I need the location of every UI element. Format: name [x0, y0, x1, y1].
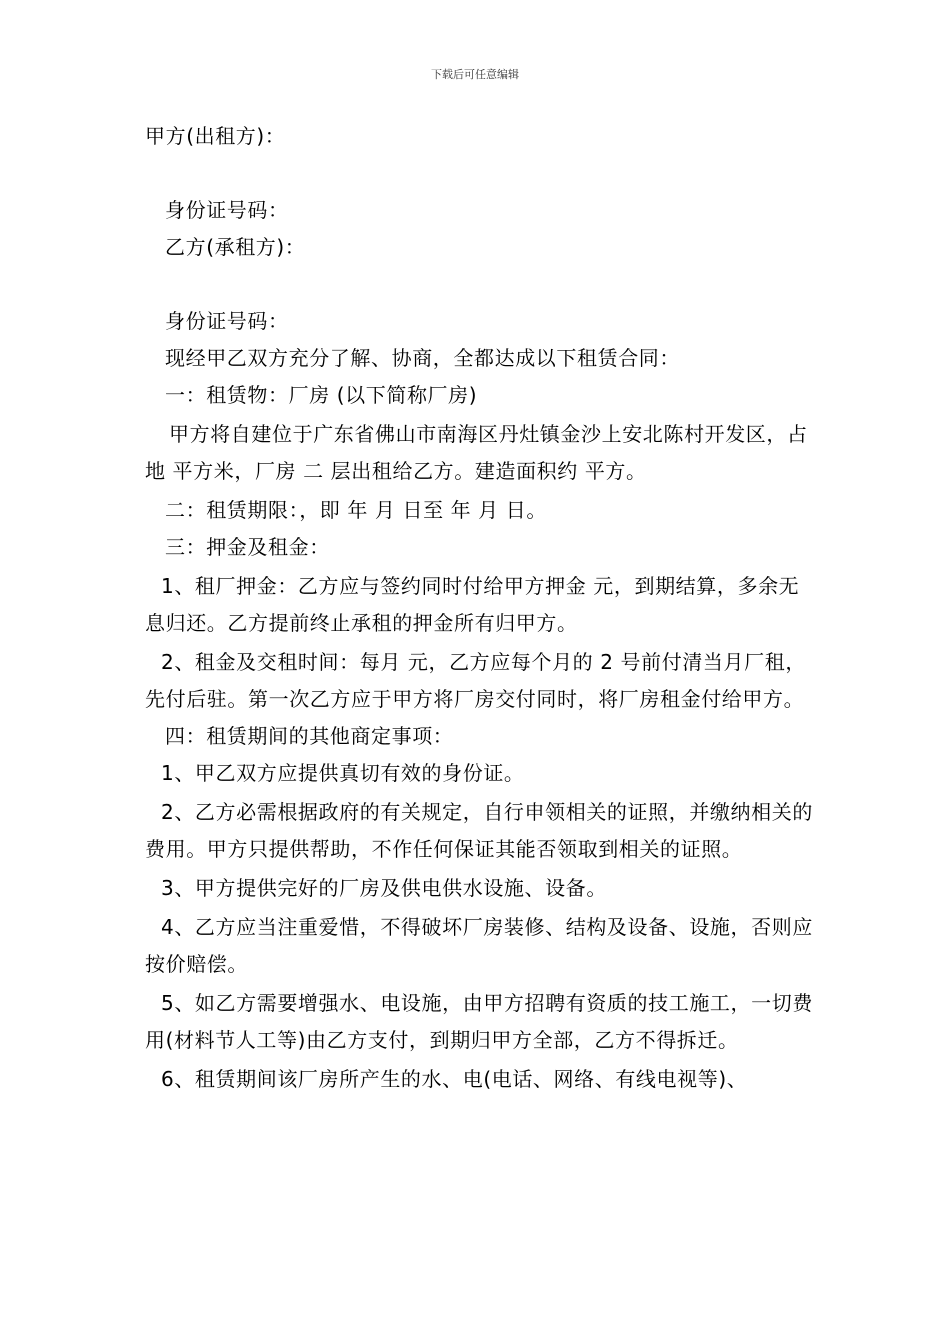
section3-item1: 1、租厂押金：乙方应与签约同时付给甲方押金 元，到期结算，多余无息归还。乙方提前终止承租的押金所有归甲方。	[145, 574, 800, 635]
section3-item2: 2、租金及交租时间：每月 元，乙方应每个月的 2 号前付清当月厂租，先付后驻。第一次乙方应于甲方将厂房交付同时，将厂房租金付给甲方。	[145, 650, 806, 711]
contract-intro: 现经甲乙双方充分了解、协商，全都达成以下租赁合同：	[165, 346, 680, 370]
party-b-id: 身份证号码：	[165, 309, 289, 333]
party-a-label: 甲方(出租方)：	[145, 124, 286, 148]
section3-title: 三：押金及租金：	[165, 535, 330, 559]
party-a-id: 身份证号码：	[165, 198, 289, 222]
section4-item5: 5、如乙方需要增强水、电设施，由甲方招聘有资质的技工施工，一切费用(材料节人工等)由乙方支付，到期归甲方全部，乙方不得拆迁。	[145, 991, 813, 1052]
section4-title: 四：租赁期间的其他商定事项：	[165, 724, 454, 748]
header-note: 下载后可任意编辑	[431, 68, 519, 81]
party-b-label: 乙方(承租方)：	[165, 235, 306, 259]
section1-body: 甲方将自建位于广东省佛山市南海区丹灶镇金沙上安北陈村开发区，占地 平方米，厂房 二 层出租给乙方。建造面积约 平方。	[145, 422, 808, 483]
section4-item6: 6、租赁期间该厂房所产生的水、电(电话、网络、有线电视等)、	[161, 1067, 748, 1091]
section4-item4: 4、乙方应当注重爱惜，不得破坏厂房装修、结构及设备、设施，否则应按价赔偿。	[145, 915, 813, 976]
section2-title: 二：租赁期限：，即 年 月 日至 年 月 日。	[165, 498, 547, 522]
section1-title: 一：租赁物：厂房 (以下简称厂房)	[165, 383, 478, 407]
section4-item2: 2、乙方必需根据政府的有关规定，自行申领相关的证照，并缴纳相关的费用。甲方只提供帮助，不作任何保证其能否领取到相关的证照。	[145, 800, 813, 861]
section4-item1: 1、甲乙双方应提供真切有效的身份证。	[161, 761, 525, 785]
section4-item3: 3、甲方提供完好的厂房及供电供水设施、设备。	[161, 876, 607, 900]
contract-body	[145, 118, 815, 1098]
